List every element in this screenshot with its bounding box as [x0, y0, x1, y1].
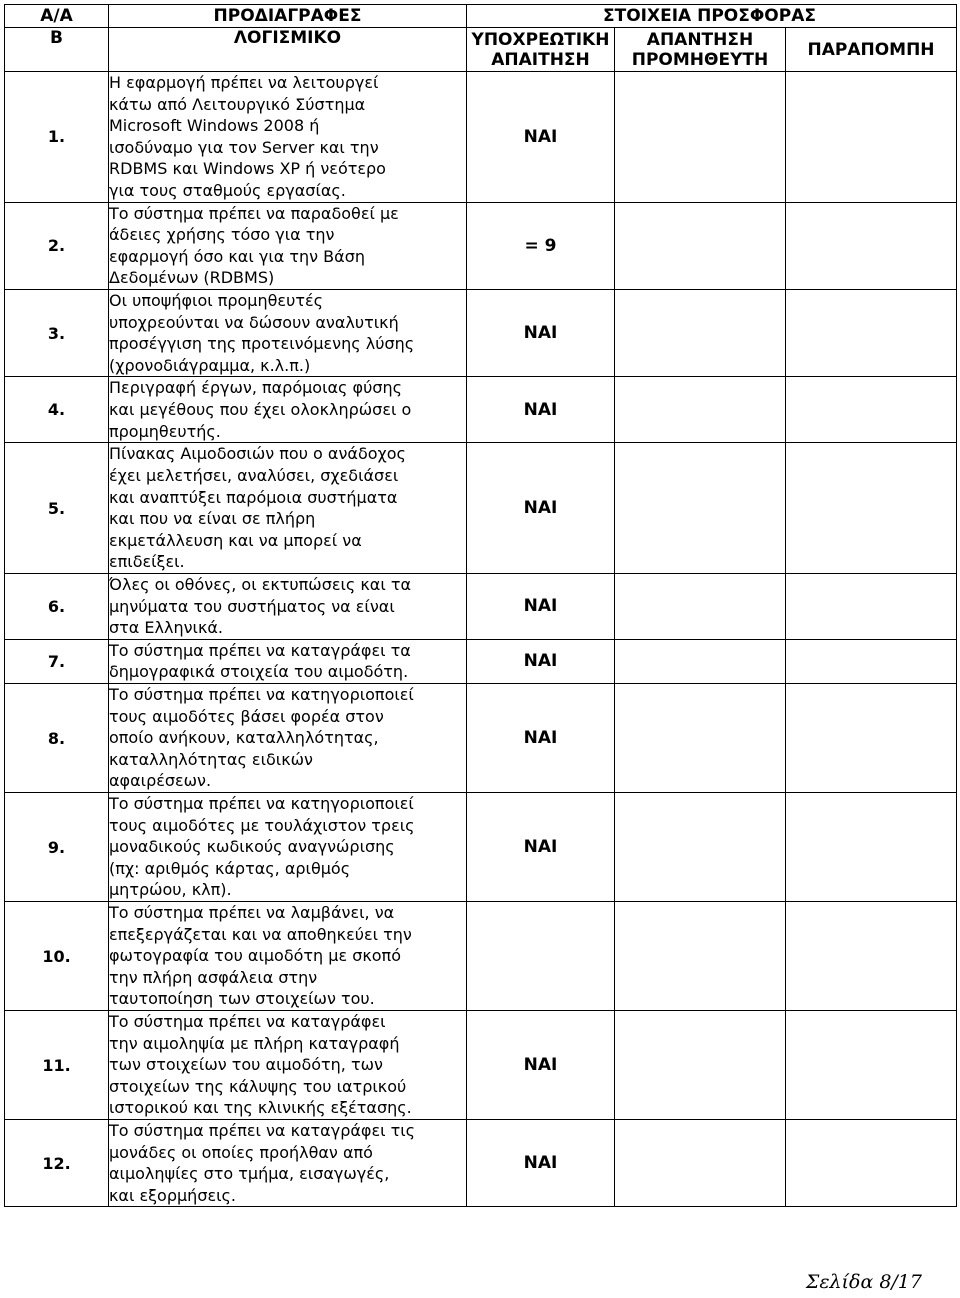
table-row	[5, 793, 957, 902]
row-answer[interactable]	[615, 443, 786, 574]
row-mandatory: ΝΑΙ	[467, 574, 615, 640]
header-reference: ΠΑΡΑΠΟΜΠΗ	[786, 28, 957, 72]
row-reference[interactable]	[786, 72, 957, 203]
table-row	[5, 1011, 957, 1120]
table-row	[5, 289, 957, 376]
row-description-cell	[109, 639, 467, 683]
row-answer[interactable]	[615, 289, 786, 376]
row-reference[interactable]	[786, 1120, 957, 1207]
row-number: 9.	[5, 793, 109, 902]
row-mandatory: = 9	[467, 202, 615, 289]
row-number: 1.	[5, 72, 109, 203]
row-reference[interactable]	[786, 1011, 957, 1120]
row-mandatory: ΝΑΙ	[467, 793, 615, 902]
header-specs-bottom: ΛΟΓΙΣΜΙΚΟ	[109, 28, 467, 72]
row-mandatory: ΝΑΙ	[467, 684, 615, 793]
row-description-cell	[109, 1120, 467, 1207]
row-reference[interactable]	[786, 639, 957, 683]
table-row	[5, 443, 957, 574]
row-description: Το σύστημα πρέπει να κατηγοριοποιεί τους αιμοδότες με τουλάχιστον τρεις μοναδικούς κωδικούς αναγνώρισης (πχ: αριθμός κάρτας, αριθμός μητρώου, κλπ).	[109, 794, 415, 900]
row-description: Το σύστημα πρέπει να καταγράφει τις μονάδες οι οποίες προήλθαν από αιμοληψίες στο τμήμα, εισαγωγές, και εξορμήσεις.	[109, 1121, 416, 1205]
row-number: 4.	[5, 377, 109, 443]
page-number: Σελίδα 8/17	[805, 1271, 922, 1293]
header-answer: ΑΠΑΝΤΗΣΗ ΠΡΟΜΗΘΕΥΤΗ	[615, 28, 786, 72]
row-number: 2.	[5, 202, 109, 289]
row-mandatory: ΝΑΙ	[467, 1011, 615, 1120]
row-answer[interactable]	[615, 902, 786, 1011]
row-description-cell	[109, 684, 467, 793]
header-row-bottom	[5, 28, 957, 72]
row-description: Οι υποψήφιοι προμηθευτές υποχρεούνται να δώσουν αναλυτική προσέγγιση της προτεινόμενης λύσης (χρονοδιάγραμμα, κ.λ.π.)	[109, 290, 415, 375]
row-mandatory: ΝΑΙ	[467, 72, 615, 203]
row-mandatory: ΝΑΙ	[467, 443, 615, 574]
row-answer[interactable]	[615, 639, 786, 683]
row-description: Όλες οι οθόνες, οι εκτυπώσεις και τα μηνύματα του συστήματος να είναι στα Ελληνικά.	[109, 575, 412, 638]
row-answer[interactable]	[615, 377, 786, 443]
row-number: 8.	[5, 684, 109, 793]
row-description-cell	[109, 377, 467, 443]
row-answer[interactable]	[615, 72, 786, 203]
row-number: 11.	[5, 1011, 109, 1120]
header-offer-group: ΣΤΟΙΧΕΙΑ ΠΡΟΣΦΟΡΑΣ	[467, 5, 957, 28]
table-row	[5, 1120, 957, 1207]
table-row	[5, 574, 957, 640]
specifications-table	[4, 4, 957, 1207]
row-description: Το σύστημα πρέπει να καταγράφει την αιμοληψία με πλήρη καταγραφή των στοιχείων του αιμοδότη, των στοιχείων της κάλυψης του ιατρικού ιστορικού και της κλινικής εξέτασης.	[109, 1012, 412, 1118]
row-reference[interactable]	[786, 289, 957, 376]
row-reference[interactable]	[786, 377, 957, 443]
row-reference[interactable]	[786, 443, 957, 574]
row-description-cell	[109, 793, 467, 902]
row-number: 10.	[5, 902, 109, 1011]
row-description-cell	[109, 72, 467, 203]
table-row	[5, 72, 957, 203]
row-number: 6.	[5, 574, 109, 640]
row-description: Το σύστημα πρέπει να καταγράφει τα δημογραφικά στοιχεία του αιμοδότη.	[109, 640, 411, 682]
row-mandatory: ΝΑΙ	[467, 377, 615, 443]
row-number: 7.	[5, 639, 109, 683]
row-mandatory: ΝΑΙ	[467, 639, 615, 683]
table-row	[5, 377, 957, 443]
row-reference[interactable]	[786, 202, 957, 289]
row-description-cell	[109, 443, 467, 574]
row-description: Το σύστημα πρέπει να παραδοθεί με άδειες χρήσης τόσο για την εφαρμογή όσο και για την Βάση Δεδομένων (RDBMS)	[109, 203, 399, 288]
row-description: Το σύστημα πρέπει να λαμβάνει, να επεξεργάζεται και να αποθηκεύει την φωτογραφία του αιμοδότη με σκοπό την πλήρη ασφάλεια στην ταυτοποίηση των στοιχείων του.	[109, 903, 412, 1009]
table-row	[5, 202, 957, 289]
row-description-cell	[109, 202, 467, 289]
row-reference[interactable]	[786, 902, 957, 1011]
row-number: 12.	[5, 1120, 109, 1207]
row-answer[interactable]	[615, 684, 786, 793]
row-answer[interactable]	[615, 1120, 786, 1207]
row-mandatory	[467, 902, 615, 1011]
table-row	[5, 902, 957, 1011]
header-aa-top: Α/Α	[5, 5, 109, 28]
header-mandatory: ΥΠΟΧΡΕΩΤΙΚΗ ΑΠΑΙΤΗΣΗ	[467, 28, 615, 72]
row-description: Το σύστημα πρέπει να κατηγοριοποιεί τους αιμοδότες βάσει φορέα στον οποίο ανήκουν, καταλληλότητας, καταλληλότητας ειδικών αφαιρέσεων.	[109, 685, 414, 791]
row-reference[interactable]	[786, 793, 957, 902]
row-number: 5.	[5, 443, 109, 574]
row-reference[interactable]	[786, 684, 957, 793]
row-answer[interactable]	[615, 1011, 786, 1120]
row-description: Η εφαρμογή πρέπει να λειτουργεί κάτω από Λειτουργικό Σύστημα Microsoft Windows 2008 ή ισοδύναμο για τον Server και την RDBMS και Windows XP ή νεότερο για τους σταθμούς εργασίας.	[109, 73, 386, 200]
row-number: 3.	[5, 289, 109, 376]
row-description-cell	[109, 902, 467, 1011]
header-aa-bottom: Β	[5, 28, 109, 72]
header-specs-top: ΠΡΟΔΙΑΓΡΑΦΕΣ	[109, 5, 467, 28]
row-description-cell	[109, 574, 467, 640]
row-answer[interactable]	[615, 574, 786, 640]
row-description: Πίνακας Αιμοδοσιών που ο ανάδοχος έχει μελετήσει, αναλύσει, σχεδιάσει και αναπτύξει παρόμοια συστήματα και που να είναι σε πλήρη εκμετάλλευση και να μπορεί να επιδείξει.	[109, 444, 406, 572]
row-description-cell	[109, 289, 467, 376]
row-description-cell	[109, 1011, 467, 1120]
row-description: Περιγραφή έργων, παρόμοιας φύσης και μεγέθους που έχει ολοκληρώσει ο προμηθευτής.	[109, 378, 412, 441]
table-row	[5, 639, 957, 683]
specifications-table-body	[5, 5, 957, 1207]
row-reference[interactable]	[786, 574, 957, 640]
header-row-top	[5, 5, 957, 28]
table-row	[5, 684, 957, 793]
row-mandatory: ΝΑΙ	[467, 289, 615, 376]
row-mandatory: ΝΑΙ	[467, 1120, 615, 1207]
row-answer[interactable]	[615, 202, 786, 289]
row-answer[interactable]	[615, 793, 786, 902]
